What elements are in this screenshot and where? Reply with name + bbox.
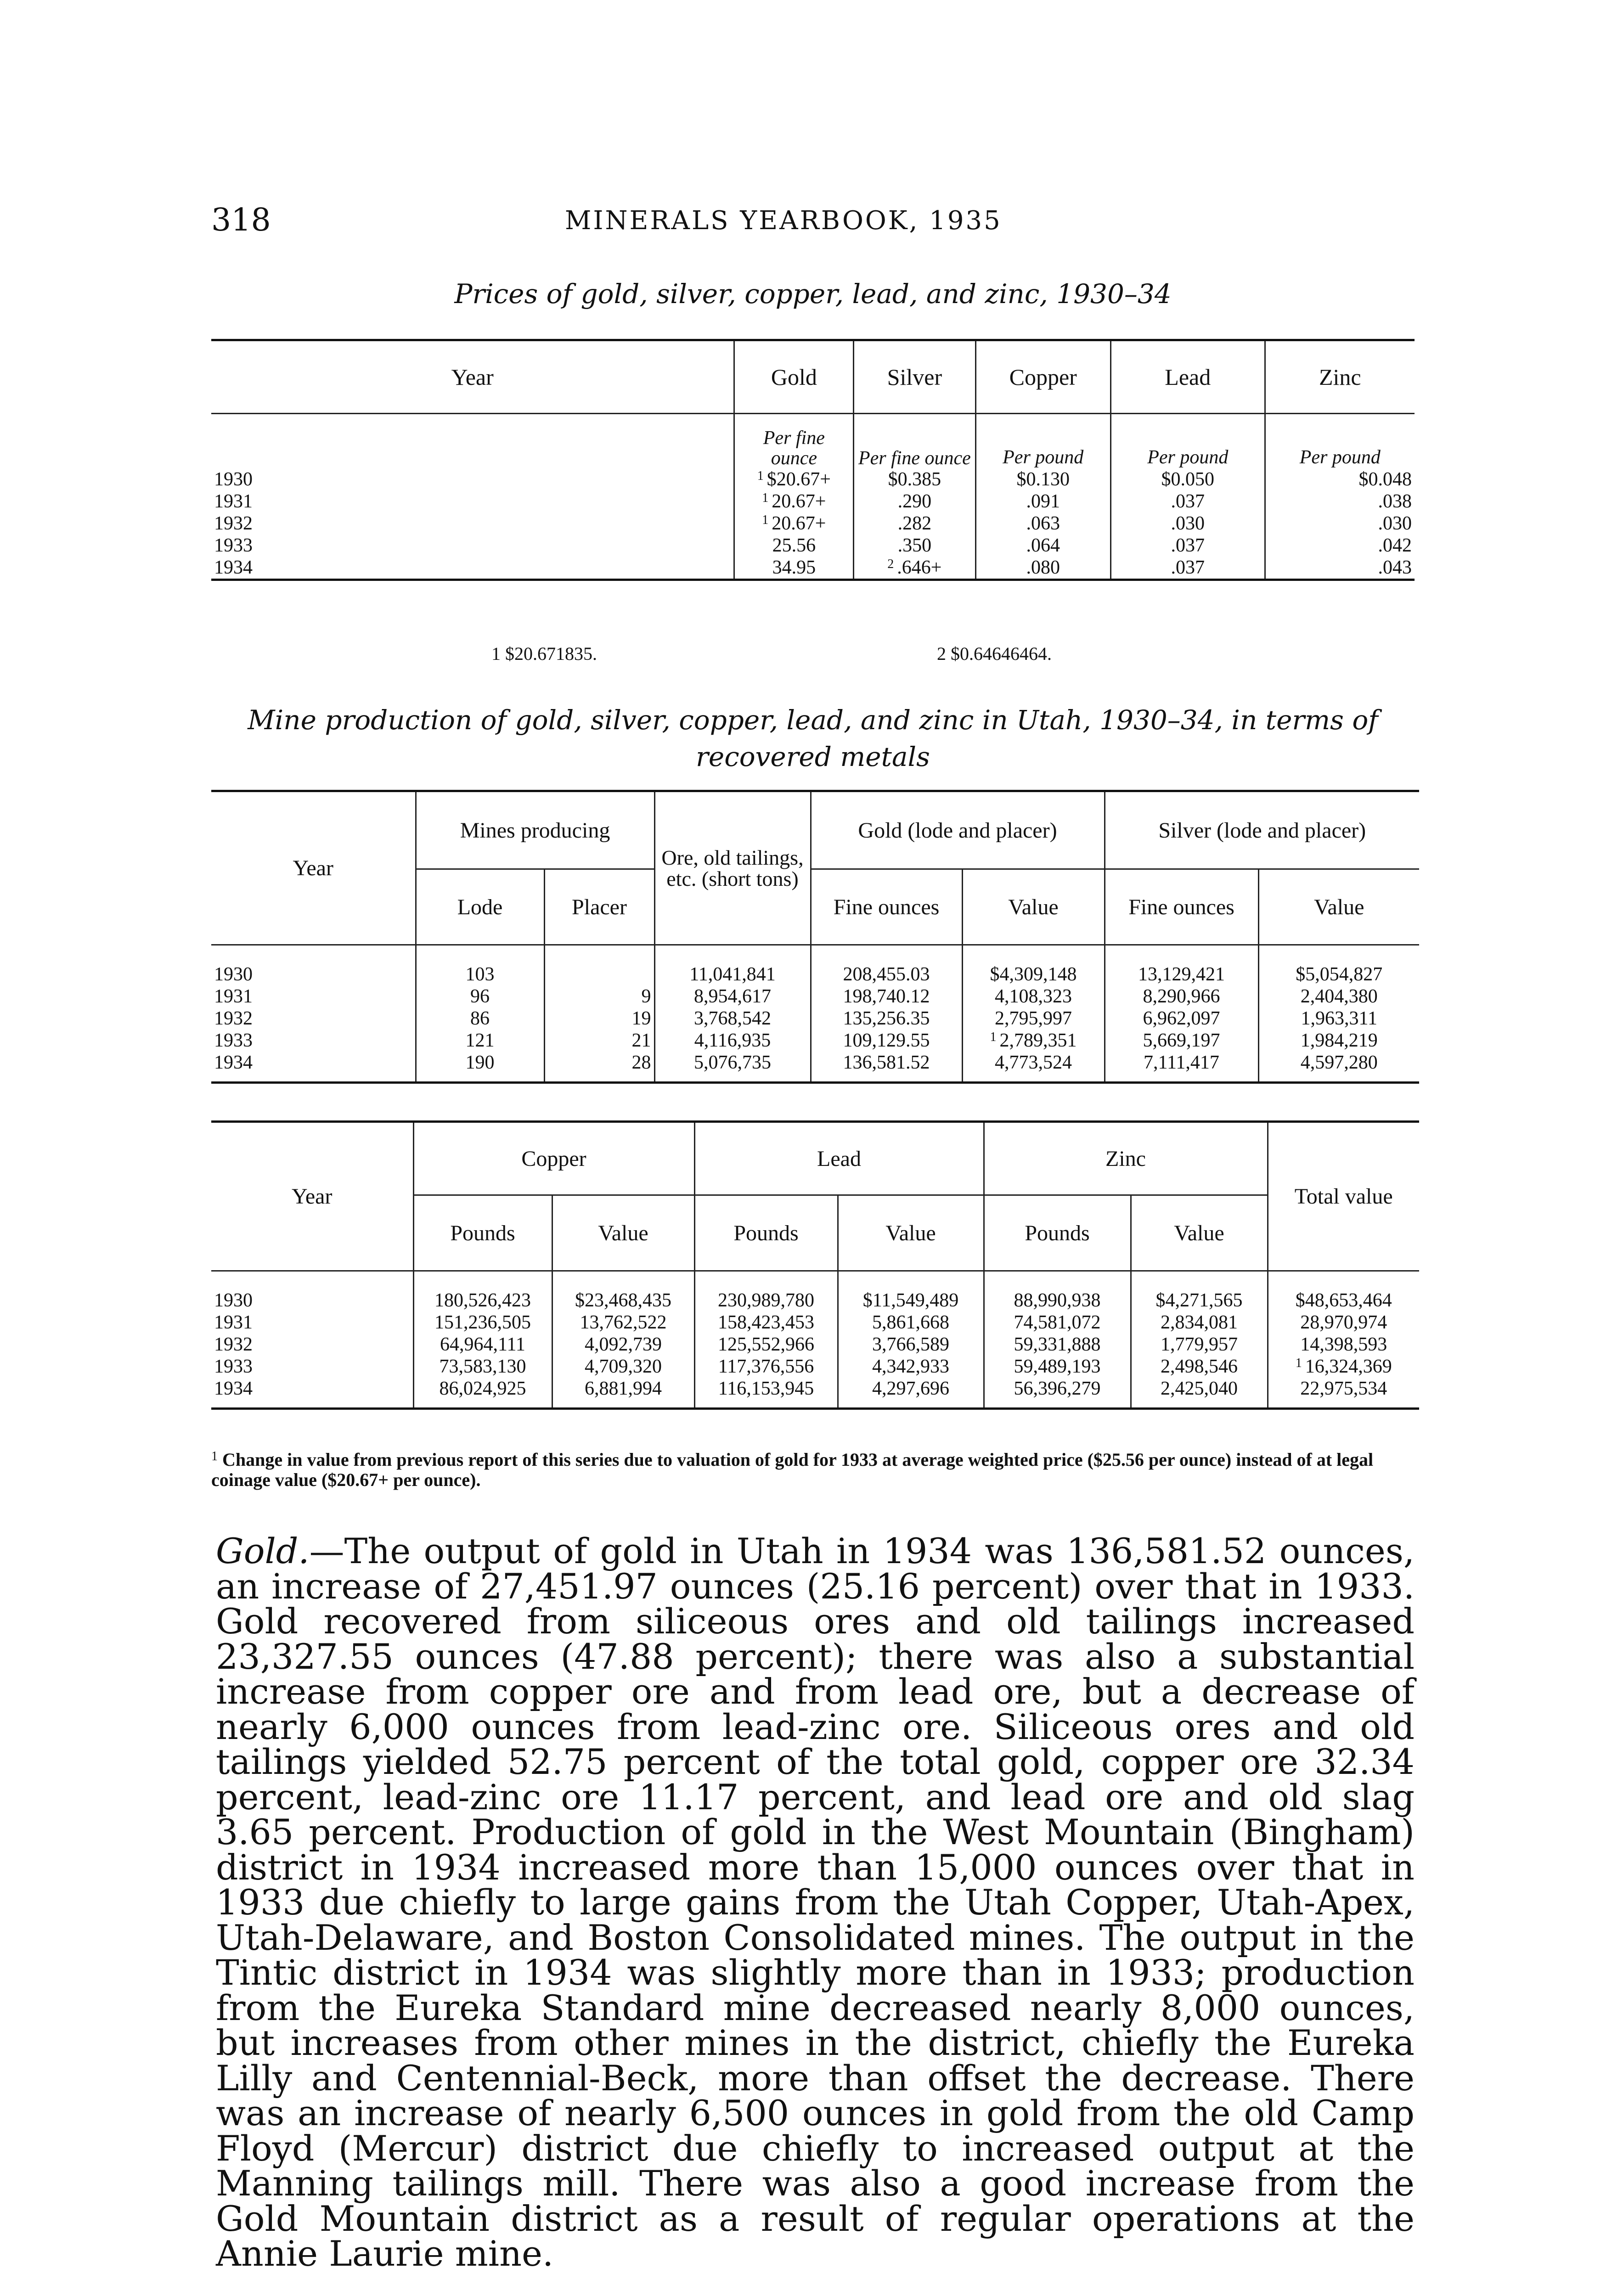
lead-pounds-cell: 230,989,780 [694,1289,838,1311]
gold-value-cell: $^1$ 2,789,351 [962,1030,1105,1052]
silver-value-cell: $5,054,827 [1258,963,1419,985]
lead-price-cell: .037 [1110,557,1265,580]
table1-caption: Prices of gold, silver, copper, lead, and zinc, 1930–34 [454,278,1172,310]
copper-value-cell: 4,709,320 [552,1356,694,1378]
gold-price-cell: 34.95 [734,557,854,580]
zinc-value-cell: 2,498,546 [1131,1356,1268,1378]
year-cell: 1930 [214,469,253,490]
year-cell: 1933 [214,1356,253,1377]
table1-bottom-rule [211,580,1415,603]
table2-body [211,963,1419,1074]
ore-tons-cell: 5,076,735 [654,1052,811,1074]
zinc-value-cell: $4,271,565 [1131,1289,1268,1311]
zinc-price-cell: .043 [1265,557,1415,580]
placer-cell: 19 [544,1007,654,1030]
table1-unit-zinc: Per pound [1265,414,1415,469]
gold-value-cell: $4,309,148 [962,963,1105,985]
table-row [211,557,1415,580]
table2-col-year: Year [211,791,416,945]
copper-value-cell: 13,762,522 [552,1311,694,1334]
year-cell: 1934 [214,1378,253,1399]
table3-col-copper: Copper [413,1122,694,1195]
copper-price-cell: .091 [975,490,1110,512]
zinc-price-cell: .030 [1265,512,1415,535]
silver-price-cell: $^2$ .646+ [854,557,975,580]
year-cell: 1932 [214,513,253,534]
ore-tons-cell: 8,954,617 [654,985,811,1007]
table1-col-zinc: Zinc [1265,340,1415,414]
table-row [211,1052,1419,1074]
copper-pounds-cell: 151,236,505 [413,1311,552,1334]
table2-col-lode: Lode [416,869,544,945]
total-value-cell: 28,970,974 [1268,1311,1419,1334]
copper-value-cell: 6,881,994 [552,1378,694,1400]
gold-ounces-cell: 198,740.12 [811,985,962,1007]
lead-value-cell: 4,297,696 [838,1378,984,1400]
silver-ounces-cell: 7,111,417 [1105,1052,1258,1074]
zinc-value-cell: 2,425,040 [1131,1378,1268,1400]
copper-value-cell: $23,468,435 [552,1289,694,1311]
zinc-price-cell: .038 [1265,490,1415,512]
table-row [211,963,1419,985]
gold-price-cell: $^1$ 20.67+ [734,490,854,512]
lode-cell: 96 [416,985,544,1007]
table2-spacer [211,945,1419,963]
silver-ounces-cell: 6,962,097 [1105,1007,1258,1030]
lead-price-cell: .037 [1110,535,1265,557]
table3-body [211,1289,1419,1400]
lode-cell: 121 [416,1030,544,1052]
table2-col-silver-oz: Fine ounces [1105,869,1258,945]
silver-ounces-cell: 13,129,421 [1105,963,1258,985]
table3-col-copper-value: Value [552,1195,694,1271]
silver-value-cell: 4,597,280 [1258,1052,1419,1074]
table1-unit-silver: Per fine ounce [854,414,975,469]
table2-col-gold-value: Value [962,869,1105,945]
table-row [211,512,1415,535]
lode-cell: 86 [416,1007,544,1030]
lead-value-cell: $11,549,489 [838,1289,984,1311]
lead-pounds-cell: 116,153,945 [694,1378,838,1400]
year-cell: 1932 [214,1007,253,1029]
table-row [211,1030,1419,1052]
table-row [211,1007,1419,1030]
production-table-1 [211,790,1419,1084]
table3-col-zinc-value: Value [1131,1195,1268,1271]
table3-col-lead: Lead [694,1122,984,1195]
gold-value-cell: 4,108,323 [962,985,1105,1007]
placer-cell: 21 [544,1030,654,1052]
silver-ounces-cell: 8,290,966 [1105,985,1258,1007]
copper-value-cell: 4,092,739 [552,1334,694,1356]
year-cell: 1931 [214,1311,253,1333]
table-row [211,468,1415,490]
table1-body [211,468,1415,580]
section-lead-gold: Gold. [216,1531,310,1571]
table1-unit-gold: Per fine ounce [734,414,854,469]
lode-cell: 190 [416,1052,544,1074]
placer-cell: 28 [544,1052,654,1074]
gold-price-cell: 25.56 [734,535,854,557]
copper-price-cell: .063 [975,512,1110,535]
gold-value-cell: 4,773,524 [962,1052,1105,1074]
table3-col-zinc-lb: Pounds [984,1195,1131,1271]
table3-header-row-1 [211,1122,1419,1195]
zinc-pounds-cell: 74,581,072 [984,1311,1131,1334]
lead-price-cell: $0.050 [1110,468,1265,490]
table3-col-copper-lb: Pounds [413,1195,552,1271]
table1-footnote-1: 1 $20.671835. [491,643,597,664]
gold-value-cell: 2,795,997 [962,1007,1105,1030]
year-cell: 1930 [214,963,253,985]
page-header [211,202,1415,243]
year-cell: 1931 [214,491,253,512]
total-value-cell: 14,398,593 [1268,1334,1419,1356]
table3-col-year: Year [211,1122,413,1271]
copper-pounds-cell: 86,024,925 [413,1378,552,1400]
ore-tons-cell: 4,116,935 [654,1030,811,1052]
zinc-pounds-cell: 56,396,279 [984,1378,1131,1400]
copper-pounds-cell: 180,526,423 [413,1289,552,1311]
table1-col-copper: Copper [975,340,1110,414]
table-row [211,985,1419,1007]
table-row [211,1356,1419,1378]
table-row [211,1334,1419,1356]
table1-header-row [211,340,1415,414]
placer-cell [544,963,654,985]
table1-col-silver: Silver [854,340,975,414]
copper-price-cell: .064 [975,535,1110,557]
table1-footnote-2: 2 $0.64646464. [937,643,1052,664]
year-cell: 1931 [214,985,253,1007]
year-cell: 1933 [214,1030,253,1051]
zinc-price-cell: .042 [1265,535,1415,557]
copper-price-cell: $0.130 [975,468,1110,490]
silver-price-cell: .282 [854,512,975,535]
ore-tons-cell: 11,041,841 [654,963,811,985]
gold-price-cell: $^1$ 20.67+ [734,512,854,535]
table3-col-zinc: Zinc [984,1122,1268,1195]
gold-ounces-cell: 136,581.52 [811,1052,962,1074]
silver-price-cell: .350 [854,535,975,557]
table3-footnote: $^1$ Change in value from previous report of this series due to valuation of gold for 1933 at average weighted price ($25.56 per ounce) instead of at legal coinage value ($20.67+ per ounce). [211,1449,1374,1490]
table-row [211,1378,1419,1400]
table1-col-year: Year [211,340,734,414]
table2-col-gold: Gold (lode and placer) [811,791,1105,869]
ore-tons-cell: 3,768,542 [654,1007,811,1030]
table1-units-row [211,414,1415,469]
zinc-price-cell: $0.048 [1265,468,1415,490]
lode-cell: 103 [416,963,544,985]
zinc-pounds-cell: 59,331,888 [984,1334,1131,1356]
table1-col-lead: Lead [1110,340,1265,414]
placer-cell: 9 [544,985,654,1007]
total-value-cell: $^1$ 16,324,369 [1268,1356,1419,1378]
table2-col-mines: Mines producing [416,791,654,869]
year-cell: 1934 [214,1052,253,1073]
total-value-cell: $48,653,464 [1268,1289,1419,1311]
table2-col-gold-oz: Fine ounces [811,869,962,945]
year-cell: 1930 [214,1289,253,1311]
lead-value-cell: 3,766,589 [838,1334,984,1356]
total-value-cell: 22,975,534 [1268,1378,1419,1400]
table2-col-ore: Ore, old tailings, etc. (short tons) [654,791,811,945]
running-head: MINERALS YEARBOOK, 1935 [565,206,1002,236]
table2-bottom-rule [211,1074,1419,1083]
silver-price-cell: .290 [854,490,975,512]
table3-col-total: Total value [1268,1122,1419,1271]
year-cell: 1934 [214,557,253,578]
zinc-value-cell: 1,779,957 [1131,1334,1268,1356]
table1-col-gold: Gold [734,340,854,414]
table2-col-silver-value: Value [1258,869,1419,945]
table3-col-lead-lb: Pounds [694,1195,838,1271]
table-row [211,490,1415,512]
copper-pounds-cell: 73,583,130 [413,1356,552,1378]
table2-caption: Mine production of gold, silver, copper, lead, and zinc in Utah, 1930–34, in terms of recovered metals [248,704,1378,772]
table1-unit-lead: Per pound [1110,414,1265,469]
prices-table [211,339,1415,603]
lead-pounds-cell: 125,552,966 [694,1334,838,1356]
lead-value-cell: 4,342,933 [838,1356,984,1378]
page-number: 318 [211,202,271,238]
table2-col-placer: Placer [544,869,654,945]
zinc-value-cell: 2,834,081 [1131,1311,1268,1334]
table1-unit-copper: Per pound [975,414,1110,469]
gold-price-cell: $^1$ $20.67+ [734,468,854,490]
year-cell: 1932 [214,1334,253,1355]
table-row [211,1311,1419,1334]
gold-ounces-cell: 135,256.35 [811,1007,962,1030]
lead-value-cell: 5,861,668 [838,1311,984,1334]
lead-price-cell: .030 [1110,512,1265,535]
copper-price-cell: .080 [975,557,1110,580]
body-paragraph-gold [216,1531,1415,2274]
zinc-pounds-cell: 59,489,193 [984,1356,1131,1378]
silver-value-cell: 1,963,311 [1258,1007,1419,1030]
table2-header-row-1 [211,791,1419,869]
table-row [211,535,1415,557]
table2-col-silver: Silver (lode and placer) [1105,791,1419,869]
gold-ounces-cell: 208,455.03 [811,963,962,985]
silver-price-cell: $0.385 [854,468,975,490]
lead-pounds-cell: 158,423,453 [694,1311,838,1334]
production-table-2 [211,1120,1419,1410]
table-row [211,1289,1419,1311]
silver-value-cell: 1,984,219 [1258,1030,1419,1052]
year-cell: 1933 [214,535,253,556]
lead-pounds-cell: 117,376,556 [694,1356,838,1378]
zinc-pounds-cell: 88,990,938 [984,1289,1131,1311]
gold-ounces-cell: 109,129.55 [811,1030,962,1052]
table3-spacer [211,1271,1419,1289]
silver-ounces-cell: 5,669,197 [1105,1030,1258,1052]
silver-value-cell: 2,404,380 [1258,985,1419,1007]
table3-col-lead-value: Value [838,1195,984,1271]
lead-price-cell: .037 [1110,490,1265,512]
copper-pounds-cell: 64,964,111 [413,1334,552,1356]
body-text: —The output of gold in Utah in 1934 was 136,581.52 ounces, an increase of 27,451.97 ounces (25.16 percent) over that in 1933. Gold recovered from siliceous ores and old tailings increased 23,327.55 ounces (47.88 percent); there was also a substantial increase from copper ore and from lead ore, but a decrease of nearly 6,000 ounces from lead-zinc ore. Siliceous ores and old tailings yielded 52.75 percent of the total gold, copper ore 32.34 percent, lead-zinc ore 11.17 percent, and lead ore and old slag 3.65 percent. Production of gold in the West Mountain (Bingham) district in 1934 increased more than 15,000 ounces over that in 1933 due chiefly to large gains from the Utah Copper, Utah-Apex, Utah-Delaware, and Boston Consolidated mines. The output in the Tintic district in 1934 was slightly more than in 1933; production from the Eureka Standard mine decreased nearly 8,000 ounces, but increases from other mines in the district, chiefly the Eureka Lilly and Centennial-Beck, more than offset the decrease. There was an increase of nearly 6,500 ounces in gold from the old Camp Floyd (Mercur) district due chiefly to increased output at the Manning tailings mill. There was also a good increase from the Gold Mountain district as a result of regular operations at the Annie Laurie mine. [216,1531,1415,2274]
table3-bottom-rule [211,1400,1419,1409]
